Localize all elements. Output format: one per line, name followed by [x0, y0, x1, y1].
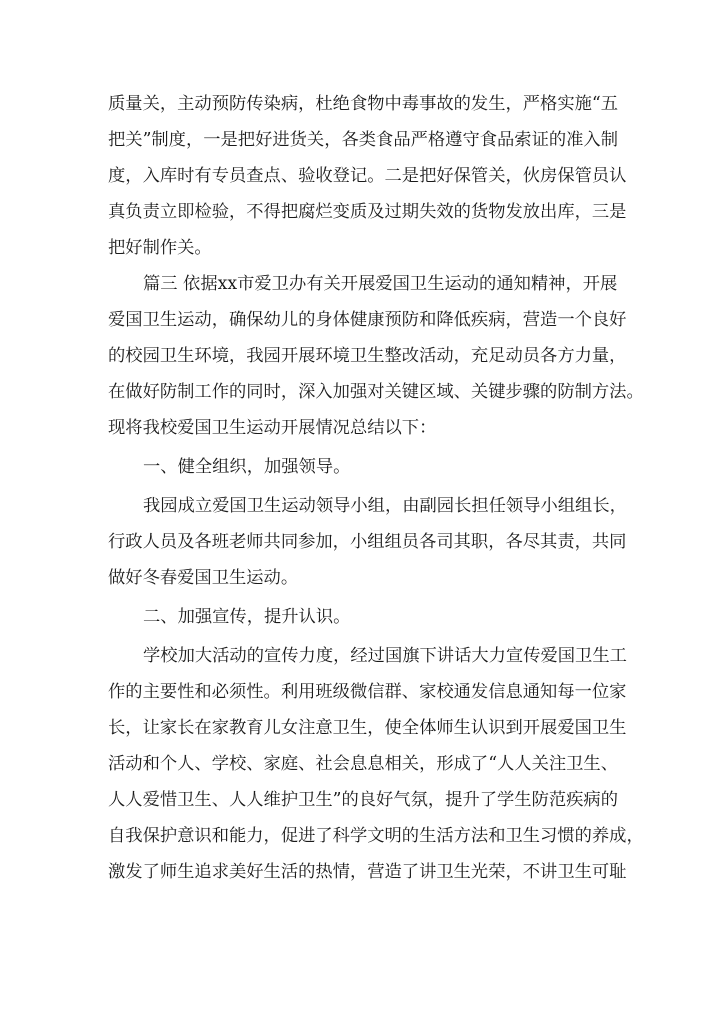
paragraph-line: 做好冬春爱国卫生运动。	[108, 568, 299, 588]
paragraph-line: 真负责立即检验，不得把腐烂变质及过期失效的货物发放出库，三是	[108, 202, 627, 222]
paragraph-line: 长，让家长在家教育儿女注意卫生，使全体师生认识到开展爱国卫生	[108, 718, 627, 738]
paragraph-line: 质量关，主动预防传染病，杜绝食物中毒事故的发生，严格实施“五	[108, 94, 618, 114]
section-heading-line: 篇三 依据xx市爱卫办有关开展爱国卫生运动的通知精神，开展	[143, 274, 618, 294]
paragraph-line: 自我保护意识和能力，促进了科学文明的生活方法和卫生习惯的养成，	[108, 826, 644, 846]
paragraph-line: 学校加大活动的宣传力度，经过国旗下讲话大力宣传爱国卫生工	[143, 646, 627, 666]
subheading-1: 一、健全组织，加强领导。	[143, 457, 351, 477]
paragraph-line: 激发了师生追求美好生活的热情，营造了讲卫生光荣，不讲卫生可耻	[108, 862, 627, 882]
paragraph-line: 活动和个人、学校、家庭、社会息息相关，形成了“人人关注卫生、	[108, 754, 618, 774]
subheading-2: 二、加强宣传，提升认识。	[143, 607, 351, 627]
paragraph-line: 在做好防制工作的同时，深入加强对关键区域、关键步骤的防制方法。	[108, 382, 644, 402]
paragraph-line: 我园成立爱国卫生运动领导小组，由副园长担任领导小组组长，	[143, 496, 627, 516]
paragraph-line: 度，入库时有专员查点、验收登记。二是把好保管关，伙房保管员认	[108, 166, 627, 186]
paragraph-line: 人人爱惜卫生、人人维护卫生”的良好气氛，提升了学生防范疾病的	[108, 790, 618, 810]
paragraph-line: 爱国卫生运动，确保幼儿的身体健康预防和降低疾病，营造一个良好	[108, 310, 627, 330]
paragraph-line: 作的主要性和必须性。利用班级微信群、家校通发信息通知每一位家	[108, 682, 627, 702]
paragraph-line: 把关”制度，一是把好进货关，各类食品严格遵守食品索证的准入制	[108, 130, 618, 150]
paragraph-line: 现将我校爱国卫生运动开展情况总结以下：	[108, 418, 437, 438]
paragraph-line: 把好制作关。	[108, 238, 212, 258]
paragraph-line: 行政人员及各班老师共同参加，小组组员各司其职，各尽其责，共同	[108, 532, 627, 552]
paragraph-line: 的校园卫生环境，我园开展环境卫生整改活动，充足动员各方力量，	[108, 346, 627, 366]
